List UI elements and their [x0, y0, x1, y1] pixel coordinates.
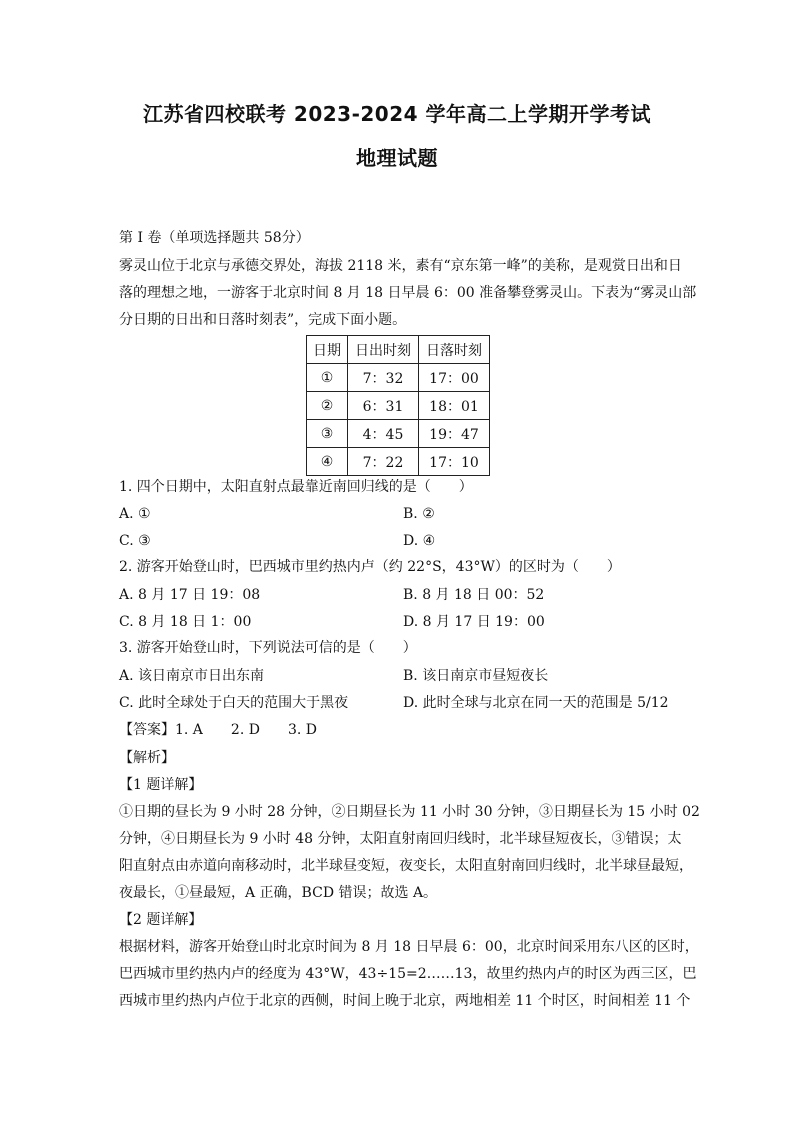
- table-cell: 18：01: [419, 392, 490, 420]
- table-header-cell: 日落时刻: [419, 336, 490, 364]
- intro-line: 落的理想之地，一游客于北京时间 8 月 18 日早晨 6：00 准备攀登雾灵山。下表为“雾灵山部: [119, 285, 697, 301]
- question-1-option-a: A. ①: [119, 506, 151, 522]
- question-2-option-b: B. 8 月 18 日 00：52: [403, 587, 545, 603]
- question-3-option-d: D. 此时全球与北京在同一天的范围是 5/12: [403, 695, 669, 711]
- intro-line: 分日期的日出和日落时刻表”，完成下面小题。: [119, 312, 407, 328]
- detail-1-line: ①日期的昼长为 9 小时 28 分钟，②日期昼长为 11 小时 30 分钟，③日期昼长为 15 小时 02: [119, 804, 700, 820]
- table-row: [307, 392, 490, 420]
- analysis-label: 【解析】: [119, 750, 175, 766]
- detail-1-line: 阳直射点由赤道向南移动时，北半球昼变短，夜变长，太阳直射南回归线时，北半球昼最短，: [119, 858, 693, 874]
- detail-2-line: 根据材料，游客开始登山时北京时间为 8 月 18 日早晨 6：00，北京时间采用东八区的区时，: [119, 939, 699, 955]
- table-header-row: [307, 336, 490, 364]
- question-2-option-a: A. 8 月 17 日 19：08: [119, 587, 261, 603]
- question-2-option-c: C. 8 月 18 日 1：00: [119, 614, 252, 630]
- table-cell: ①: [307, 364, 348, 392]
- question-1-option-c: C. ③: [119, 533, 151, 549]
- intro-line: 雾灵山位于北京与承德交界处，海拔 2118 米，素有“京东第一峰”的美称，是观赏日出和日: [119, 258, 682, 274]
- answer-line: 【答案】1. A 2. D 3. D: [119, 722, 317, 738]
- question-3-option-a: A. 该日南京市日出东南: [119, 668, 265, 684]
- table-header-cell: 日期: [307, 336, 348, 364]
- table-cell: ③: [307, 420, 348, 448]
- detail-2-label: 【2 题详解】: [119, 912, 203, 928]
- detail-2-line: 西城市里约热内卢位于北京的西侧，时间上晚于北京，两地相差 11 个时区，时间相差 11 个: [119, 993, 691, 1009]
- question-3-stem: 3. 游客开始登山时，下列说法可信的是（ ）: [119, 640, 417, 656]
- question-2-stem: 2. 游客开始登山时，巴西城市里约热内卢（约 22°S，43°W）的区时为（ ）: [119, 559, 621, 575]
- table-cell: 7：32: [348, 364, 419, 392]
- question-1-stem: 1. 四个日期中，太阳直射点最靠近南回归线的是（ ）: [119, 479, 473, 495]
- table-cell: ④: [307, 448, 348, 476]
- question-1-option-b: B. ②: [403, 506, 435, 522]
- detail-1-line: 夜最长，①昼最短，A 正确，BCD 错误；故选 A。: [119, 885, 438, 901]
- question-2-option-d: D. 8 月 17 日 19：00: [403, 614, 545, 630]
- section-header: 第 I 卷（单项选择题共 58分）: [119, 230, 310, 246]
- table-cell: ②: [307, 392, 348, 420]
- question-1-option-d: D. ④: [403, 533, 436, 549]
- question-3-option-c: C. 此时全球处于白天的范围大于黑夜: [119, 695, 349, 711]
- document-subtitle: 地理试题: [356, 146, 438, 170]
- document-title: 江苏省四校联考 2023-2024 学年高二上学期开学考试: [142, 102, 652, 126]
- table-cell: 7：22: [348, 448, 419, 476]
- table-cell: 4：45: [348, 420, 419, 448]
- detail-1-label: 【1 题详解】: [119, 777, 203, 793]
- table-cell: 17：10: [419, 448, 490, 476]
- table-row: [307, 448, 490, 476]
- table-cell: 6：31: [348, 392, 419, 420]
- table-cell: 17：00: [419, 364, 490, 392]
- detail-2-line: 巴西城市里约热内卢的经度为 43°W，43÷15=2……13，故里约热内卢的时区为西三区，巴: [119, 966, 697, 982]
- table-row: [307, 420, 490, 448]
- question-3-option-b: B. 该日南京市昼短夜长: [403, 668, 549, 684]
- table-header-cell: 日出时刻: [348, 336, 419, 364]
- detail-1-line: 分钟，④日期昼长为 9 小时 48 分钟，太阳直射南回归线时，北半球昼短夜长，③错误；太: [119, 831, 682, 847]
- table-cell: 19：47: [419, 420, 490, 448]
- sunrise-sunset-table: [306, 335, 490, 476]
- table-row: [307, 364, 490, 392]
